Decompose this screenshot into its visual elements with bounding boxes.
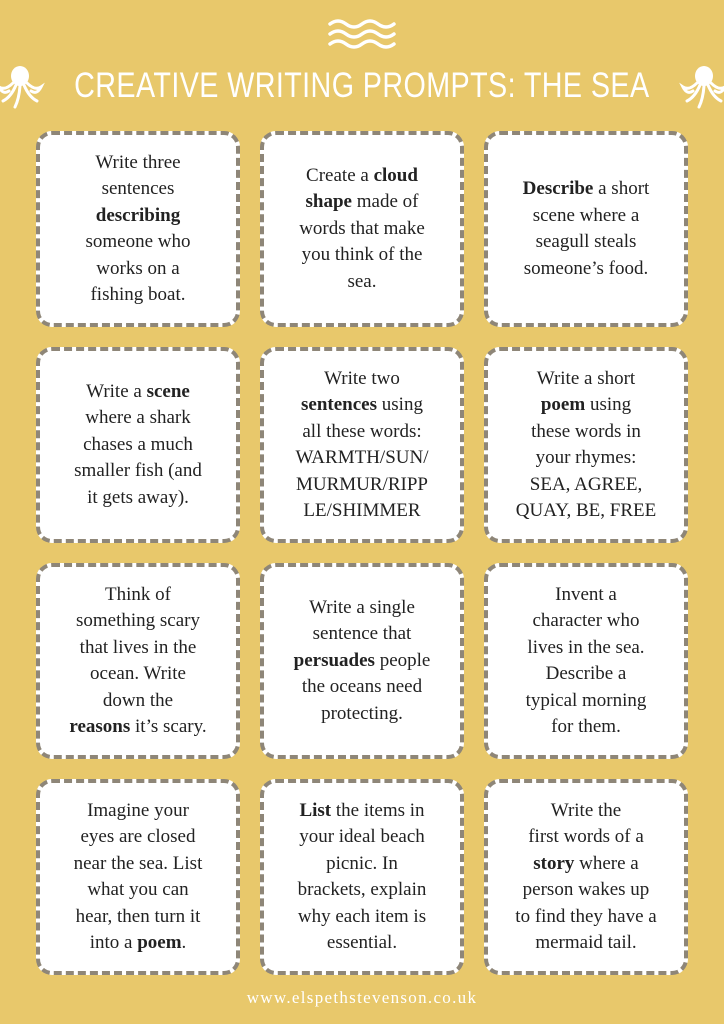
- prompt-segment: sea.: [347, 270, 377, 292]
- prompt-line: [69, 635, 206, 662]
- prompt-text: [298, 798, 427, 957]
- prompt-line: [295, 366, 428, 393]
- prompt-text: [299, 163, 425, 296]
- prompt-segment: it’s scary.: [130, 716, 207, 737]
- prompt-text: [69, 582, 206, 741]
- prompt-line: [69, 688, 206, 715]
- prompt-segment: Think of: [105, 583, 171, 605]
- prompt-segment: smaller fish (and: [74, 460, 202, 482]
- prompt-segment: near the sea. List: [73, 852, 203, 874]
- prompt-line: [74, 824, 203, 851]
- prompt-line: [516, 445, 656, 472]
- prompt-text: [515, 798, 656, 957]
- prompt-line: [74, 930, 203, 957]
- prompt-keyword: poem: [137, 932, 182, 953]
- prompt-segment: where a: [574, 852, 639, 874]
- prompt-line: [515, 824, 656, 851]
- prompt-keyword: Describe: [522, 178, 594, 199]
- prompt-line: [85, 150, 190, 177]
- prompt-line: [523, 256, 650, 283]
- prompt-segment: where a shark: [85, 407, 191, 429]
- prompt-segment: into a: [89, 932, 138, 953]
- prompt-segment: using: [377, 394, 423, 415]
- prompt-segment: mermaid tail.: [535, 932, 637, 953]
- prompt-line: [298, 824, 427, 851]
- prompt-line: [295, 472, 428, 499]
- prompt-line: [526, 714, 647, 741]
- prompt-line: [74, 458, 202, 485]
- prompt-segment: essential.: [326, 932, 398, 953]
- prompt-segment: first words of a: [528, 826, 644, 847]
- prompt-line: [295, 419, 428, 446]
- prompt-segment: lives in the sea.: [527, 636, 645, 658]
- prompt-segment: works on a: [96, 257, 180, 279]
- prompt-segment: what you can: [87, 879, 189, 900]
- prompt-card: [484, 563, 688, 759]
- waves-icon: [328, 18, 398, 50]
- prompt-line: [69, 582, 206, 609]
- prompt-keyword: describing: [95, 204, 181, 226]
- prompt-card: [36, 779, 240, 975]
- prompt-line: [295, 445, 428, 472]
- prompt-keyword: cloud: [373, 164, 418, 186]
- prompt-keyword: shape: [305, 191, 352, 213]
- prompt-segment: chases a much: [83, 433, 193, 455]
- prompt-text: [294, 595, 431, 728]
- prompt-line: [85, 282, 190, 309]
- prompt-line: [294, 674, 431, 701]
- prompt-text: [74, 798, 203, 957]
- prompt-line: [69, 608, 206, 635]
- prompt-segment: Write a short: [536, 367, 636, 389]
- prompt-line: [523, 203, 650, 230]
- prompt-segment: ocean. Write: [90, 663, 186, 684]
- prompt-segment: protecting.: [321, 702, 403, 724]
- prompt-segment: QUAY, BE, FREE: [515, 500, 657, 521]
- prompt-card: [484, 779, 688, 975]
- prompt-card: [484, 131, 688, 327]
- prompt-segment: fishing boat.: [90, 284, 186, 305]
- prompt-keyword: List: [299, 799, 332, 821]
- prompt-line: [74, 405, 202, 432]
- prompt-keyword: reasons: [69, 716, 131, 737]
- prompt-line: [74, 798, 203, 825]
- prompt-segment: picnic. In: [326, 852, 398, 874]
- prompt-segment: to find they have a: [515, 905, 657, 927]
- prompt-segment: Write two: [324, 367, 400, 389]
- prompt-line: [515, 904, 656, 931]
- prompt-segment: something scary: [75, 610, 200, 631]
- prompt-segment: Describe a: [545, 663, 627, 684]
- prompt-card: [260, 347, 464, 543]
- prompt-text: [516, 366, 656, 525]
- prompt-keyword: story: [533, 852, 575, 874]
- prompt-line: [298, 930, 427, 957]
- prompt-line: [299, 242, 425, 269]
- prompt-segment: hear, then turn it: [75, 905, 201, 927]
- prompt-segment: your ideal beach: [299, 826, 425, 847]
- prompt-line: [295, 498, 428, 525]
- prompt-grid: [36, 131, 688, 975]
- prompt-segment: made of: [351, 191, 419, 213]
- prompt-segment: sentence that: [312, 623, 412, 645]
- prompt-line: [74, 485, 202, 512]
- prompt-line: [294, 648, 431, 675]
- prompt-line: [526, 608, 647, 635]
- prompt-segment: character who: [532, 610, 640, 631]
- prompt-segment: the items in: [331, 799, 425, 821]
- prompt-line: [526, 688, 647, 715]
- prompt-segment: Imagine your: [87, 799, 189, 821]
- prompt-line: [85, 203, 190, 230]
- prompt-segment: brackets, explain: [297, 879, 427, 900]
- prompt-line: [299, 269, 425, 296]
- prompt-line: [523, 176, 650, 203]
- prompt-text: [295, 366, 428, 525]
- prompt-segment: Write a single: [309, 596, 415, 618]
- prompt-line: [526, 661, 647, 688]
- prompt-line: [526, 582, 647, 609]
- prompt-segment: Write three: [95, 151, 181, 173]
- prompt-line: [74, 851, 203, 878]
- prompt-line: [294, 701, 431, 728]
- prompt-card: [36, 131, 240, 327]
- prompt-segment: all these words:: [302, 420, 422, 442]
- prompt-text: [85, 150, 190, 309]
- prompt-line: [515, 798, 656, 825]
- header: [0, 58, 724, 114]
- prompt-segment: why each item is: [297, 905, 427, 927]
- footer-website: www.elspethstevenson.co.uk: [246, 988, 478, 1007]
- prompt-text: [523, 176, 650, 282]
- prompt-keyword: persuades: [293, 649, 375, 671]
- prompt-segment: SEA, AGREE,: [529, 473, 643, 495]
- prompt-line: [516, 366, 656, 393]
- prompt-line: [85, 176, 190, 203]
- prompt-segment: for them.: [551, 716, 621, 737]
- prompt-segment: MURMUR/RIPP: [295, 473, 428, 495]
- prompt-segment: LE/SHIMMER: [303, 500, 421, 521]
- prompt-line: [74, 432, 202, 459]
- prompt-segment: down the: [102, 689, 174, 711]
- prompt-segment: scene where a: [532, 204, 640, 226]
- prompt-line: [515, 877, 656, 904]
- prompt-segment: .: [181, 932, 187, 953]
- prompt-segment: words that make: [299, 217, 425, 239]
- prompt-line: [526, 635, 647, 662]
- prompt-segment: WARMTH/SUN/: [295, 447, 429, 468]
- prompt-line: [516, 392, 656, 419]
- prompt-segment: sentences: [101, 178, 175, 199]
- octopus-icon: [679, 61, 724, 111]
- prompt-segment: these words in: [531, 420, 641, 442]
- prompt-segment: Invent a: [555, 583, 617, 605]
- prompt-segment: Write the: [550, 799, 622, 821]
- prompt-segment: it gets away).: [87, 486, 189, 508]
- prompt-line: [299, 163, 425, 190]
- prompt-segment: someone who: [85, 231, 191, 252]
- prompt-segment: someone’s food.: [523, 257, 649, 279]
- prompt-segment: the oceans need: [301, 676, 423, 698]
- prompt-line: [298, 798, 427, 825]
- page-title: CREATIVE WRITING PROMPTS: THE SEA: [74, 66, 650, 105]
- prompt-line: [523, 229, 650, 256]
- prompt-segment: that lives in the: [79, 636, 197, 658]
- prompt-line: [294, 621, 431, 648]
- prompt-segment: person wakes up: [522, 879, 650, 900]
- prompt-segment: eyes are closed: [80, 826, 196, 847]
- prompt-keyword: scene: [146, 380, 190, 402]
- prompt-line: [74, 904, 203, 931]
- prompt-line: [85, 229, 190, 256]
- prompt-line: [298, 904, 427, 931]
- prompt-line: [294, 595, 431, 622]
- prompt-segment: people: [374, 649, 431, 671]
- prompt-line: [515, 930, 656, 957]
- octopus-icon: [0, 61, 45, 111]
- prompt-line: [516, 472, 656, 499]
- prompt-line: [69, 661, 206, 688]
- prompt-line: [299, 216, 425, 243]
- prompt-line: [69, 714, 206, 741]
- prompt-text: [526, 582, 647, 741]
- prompt-card: [36, 347, 240, 543]
- prompt-line: [295, 392, 428, 419]
- prompt-card: [260, 131, 464, 327]
- prompt-segment: typical morning: [525, 689, 647, 711]
- prompt-segment: your rhymes:: [535, 447, 637, 468]
- prompt-line: [299, 189, 425, 216]
- prompt-keyword: sentences: [301, 394, 378, 415]
- prompt-segment: a short: [593, 178, 650, 199]
- prompt-line: [298, 877, 427, 904]
- prompt-card: [260, 779, 464, 975]
- prompt-text: [74, 379, 202, 512]
- prompt-segment: Create a: [306, 164, 374, 186]
- prompt-keyword: poem: [540, 394, 586, 415]
- prompt-line: [298, 851, 427, 878]
- prompt-line: [516, 419, 656, 446]
- prompt-segment: using: [585, 394, 632, 415]
- prompt-segment: Write a: [86, 380, 147, 402]
- prompt-line: [74, 379, 202, 406]
- prompt-segment: seagull steals: [535, 231, 637, 252]
- prompt-line: [516, 498, 656, 525]
- prompt-line: [515, 851, 656, 878]
- prompt-line: [74, 877, 203, 904]
- prompt-segment: you think of the: [301, 244, 423, 266]
- prompt-line: [85, 256, 190, 283]
- prompt-card: [484, 347, 688, 543]
- prompt-card: [36, 563, 240, 759]
- prompt-card: [260, 563, 464, 759]
